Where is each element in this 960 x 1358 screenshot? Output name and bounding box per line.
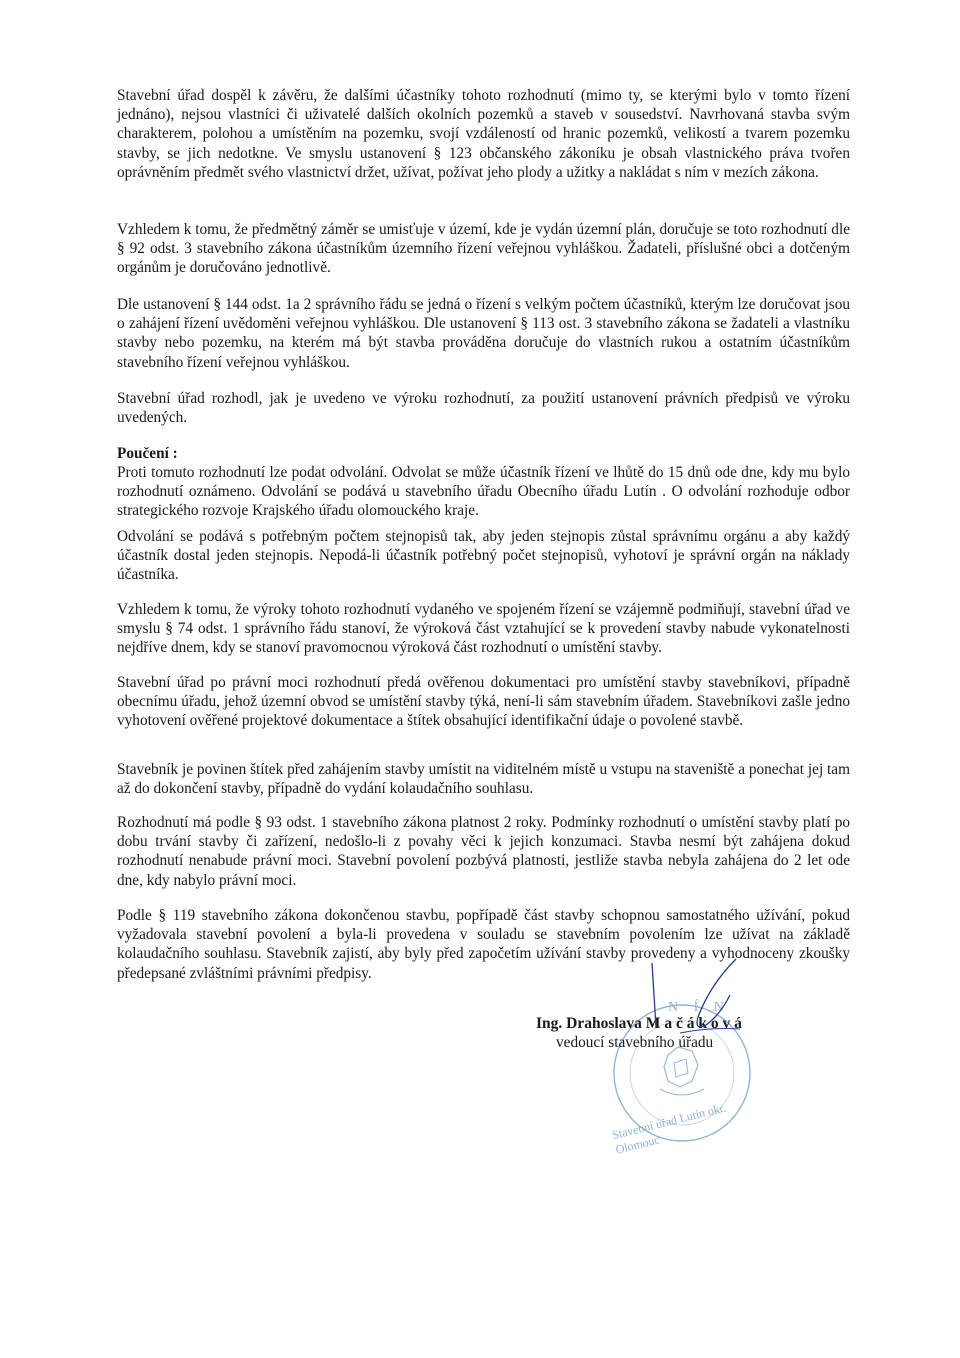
paragraph-documentation: Stavební úřad po právní moci rozhodnutí předá ověřenou dokumentaci pro umístění stavby stavebníkovi, případně obecnímu úřadu, jehož územní obvod se umístění stavby týká, není-li sám stavebním úřadem. Stavebníkovi zašle jedno vyhotovení ověřené projektové dokumentace a štítek obsahující identifikační údaje o povolené stavbě.: [117, 674, 850, 730]
paragraph-participants: Stavební úřad dospěl k závěru, že dalšími účastníky tohoto rozhodnutí (mimo ty, se kterými bylo v tomto řízení jednáno), nejsou vlastníci či uživatelé dalších okolních pozemků a staveb v sousedství. Navrhovaná stavba svým charakterem, polohou a umístěním na pozemku, svojí vzdáleností od hranic pozemků, velikostí a tvarem pozemku stavby, se jich nedotkne. Ve smyslu ustanovení § 123 občanského zákoníku je obsah vlastnického práva tvořen oprávněním předmět svého vlastnictví držet, užívat, požívat jeho plody a užitky a nakládat s ním v mezích zákona.: [117, 87, 850, 181]
paragraph-public-notice: Vzhledem k tomu, že předmětný záměr se umisťuje v území, kde je vydán územní plán, doručuje se toto rozhodnutí dle § 92 odst. 3 stavebního zákona účastníkům územního řízení veřejnou vyhláškou. Žadateli, příslušné obci a dotčeným orgánům je doručováno jednotlivě.: [117, 221, 850, 277]
stamp-bottom-text: Stavební úřad Lutín okr. Olomouc: [610, 1100, 728, 1157]
signatory-name: Ing. Drahoslava M a č á k o v á: [536, 1015, 742, 1032]
paragraph-decision: Stavební úřad rozhodl, jak je uvedeno ve výroku rozhodnutí, za použití ustanovení právních předpisů ve výroku uvedených.: [117, 390, 850, 427]
paragraph-delivery: Dle ustanovení § 144 odst. 1a 2 správního řádu se jedná o řízení s velkým počtem účastníků, kterým lze doručovat jsou o zahájení řízení uvědoměni veřejnou vyhláškou. Dle ustanovení § 113 ost. 3 stavebního zákona se žadateli a vlastníku stavby nebo pozemku, na kterém má být stavba prováděna doručuje do vlastních rukou a ostatním účastníkům stavebního řízení veřejnou vyhláškou.: [117, 296, 850, 371]
paragraph-occupancy: Podle § 119 stavebního zákona dokončenou stavbu, popřípadě část stavby schopnou samostatného užívání, pokud vyžadovala stavební povolení a byla-li provedena v souladu se stavebním povolením lze užívat na základě kolaudačního souhlasu. Stavebník zajistí, aby byly před započetím užívání stavby provedeny a vyhodnoceny zkoušky předepsané zvláštními právními předpisy.: [117, 907, 850, 982]
signatory-role: vedoucí stavebního úřadu: [556, 1034, 714, 1051]
paragraph-enforceability: Vzhledem k tomu, že výroky tohoto rozhodnutí vydaného ve spojeném řízení se vzájemně podmiňují, stavební úřad ve smyslu § 74 odst. 1 správního řádu stanoví, že výroková část vztahující se k provedení stavby nabude vykonatelnosti nejdříve dnem, kdy se stanoví pravomocnou výroková část rozhodnutí o umístění stavby.: [117, 601, 850, 657]
stamp-top-text: N Í N: [668, 1000, 730, 1015]
paragraph-appeal: Proti tomuto rozhodnutí lze podat odvolání. Odvolat se může účastník řízení ve lhůtě do 15 dnů ode dne, kdy mu bylo rozhodnutí oznámeno. Odvolání se podává u stavebního úřadu Obecního úřadu Lutín . O odvolání rozhoduje odbor strategického rozvoje Krajského úřadu olomouckého kraje.: [117, 464, 850, 520]
instruction-heading: Poučení :: [117, 445, 178, 462]
paragraph-label: Stavebník je povinen štítek před zahájením stavby umístit na viditelném místě u vstupu na staveniště a ponechat jej tam až do dokončení stavby, případně do vydání kolaudačního souhlasu.: [117, 761, 850, 798]
paragraph-copies: Odvolání se podává s potřebným počtem stejnopisů tak, aby jeden stejnopis zůstal správnímu orgánu a aby každý účastník dostal jeden stejnopis. Nepodá-li účastník potřebný počet stejnopisů, vyhotoví je správní orgán na náklady účastníka.: [117, 528, 850, 584]
handwritten-signature: [640, 955, 750, 1045]
paragraph-validity: Rozhodnutí má podle § 93 odst. 1 stavebního zákona platnost 2 roky. Podmínky rozhodnutí o umístění stavby platí po dobu trvání stavby či zařízení, nedošlo-li z povahy věci k jejich konzumaci. Stavba nesmí být zahájena dokud rozhodnutí nenabude právní moci. Stavební povolení pozbývá platnosti, jestliže stavba nebyla zahájena do 2 let ode dne, kdy nabylo právní moci.: [117, 814, 850, 889]
